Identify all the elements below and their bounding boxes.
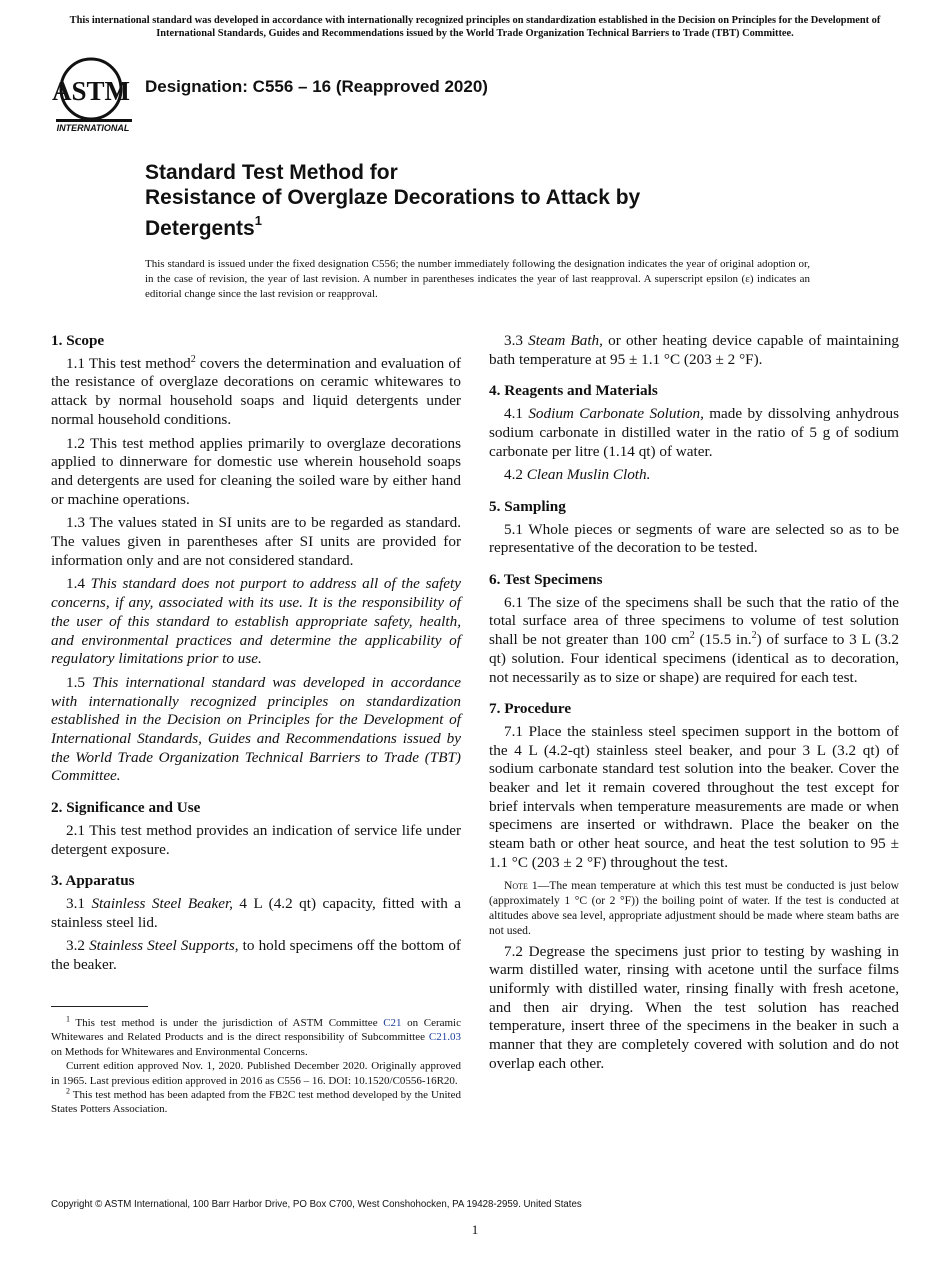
paragraph-1-3: 1.3 The values stated in SI units are to be regarded as standard. The values given in parentheses after SI units are provided for information only and are not considered standard.: [51, 514, 461, 569]
title-line-3: Detergents: [145, 217, 255, 240]
section-apparatus: [51, 872, 461, 975]
section-scope: [51, 332, 461, 786]
title-line-2: Resistance of Overglaze Decorations to Attack by: [145, 186, 641, 209]
paragraph-3-1: 3.1 Stainless Steel Beaker, 4 L (4.2 qt) capacity, fitted with a stainless steel lid.: [51, 894, 461, 931]
footnote-1: $^1$ This test method is under the jurisdiction of ASTM Committee C21 on Ceramic Whitewares and Related Products and is the direct responsibility of Subcommittee C21.03 on Methods for Whitewares and Environmental Concerns.: [51, 1014, 461, 1058]
paragraph-1-4: 1.4 This standard does not purport to address all of the safety concerns, if any, associated with its use. It is the responsibility of the user of this standard to establish appropriate safety, health, and environmental practices and determine the applicability of regulatory limitations prior to use.: [51, 575, 462, 668]
footnotes: [51, 1016, 461, 1117]
section-specimens: [489, 571, 899, 687]
section-heading: 5. Sampling: [489, 497, 566, 515]
copyright: Copyright © ASTM International, 100 Barr Harbor Drive, PO Box C700, West Conshohocken, PA 19428-2959. United States: [51, 1199, 582, 1210]
astm-logo-icon: [52, 56, 134, 134]
section-reagents: [489, 382, 899, 485]
page-number: 1: [471, 1222, 479, 1237]
section-procedure: [489, 700, 899, 1073]
paragraph-2-1: 2.1 This test method provides an indication of service life under detergent exposure.: [51, 821, 461, 858]
footnote-2: $^2$ This test method has been adapted from the FB2C test method developed by the United States Potters Association.: [51, 1086, 461, 1116]
section-heading: 2. Significance and Use: [51, 799, 201, 817]
section-heading: 4. Reagents and Materials: [489, 382, 658, 400]
paragraph-3-2: 3.2 Stainless Steel Supports, to hold specimens off the bottom of the beaker.: [51, 937, 461, 974]
subcommittee-link[interactable]: C21.03: [428, 1031, 461, 1044]
logo-mark: ASTM: [52, 76, 131, 106]
section-significance: [51, 799, 461, 859]
astm-logo: [52, 56, 134, 134]
footnote-edition: Current edition approved Nov. 1, 2020. Published December 2020. Originally approved in 1965. Last previous edition approved in 2016 as C556 – 16. DOI: 10.1520/C0556-16R20.: [51, 1060, 461, 1087]
section-heading: 7. Procedure: [489, 700, 572, 718]
right-column: [489, 332, 899, 1087]
paragraph-4-1: 4.1 Sodium Carbonate Solution, made by dissolving anhydrous sodium carbonate in distilled water in the ratio of 5 g of sodium carbonate per litre (1.14 qt) of water.: [489, 405, 900, 460]
section-heading: 1. Scope: [51, 332, 105, 349]
paragraph-1-1: 1.1 This test method$^2$ covers the determination and evaluation of the resistance of overglaze decorations on ceramic whitewares to attack by normal household soaps and liquid detergents under normal household conditions.: [51, 353, 461, 428]
standardization-notice: This international standard was developed in accordance with internationally recognized principles on standardization established in the Decision on Principles for the Development of International Standards, Guides and Recommendations issued by the World Trade Organization Technical Barriers to Trade (TBT) Committee.: [69, 15, 881, 39]
section-sampling: [489, 498, 899, 558]
paragraph-7-2: 7.2 Degrease the specimens just prior to testing by washing in warm distilled water, rinsing with acetone until the surface films uniformly with distilled water, rinsing finally with fresh acetone, and then air drying. When the test solution has reached temperature, insert three of the specimens in the beaker in such a manner that they are completely covered with solution and do not overlap each other.: [489, 942, 899, 1072]
committee-link[interactable]: C21: [383, 1017, 402, 1029]
left-column: [51, 332, 461, 988]
designation: Designation: C556 – 16 (Reapproved 2020): [145, 77, 488, 96]
paragraph-3-3: 3.3 Steam Bath, or other heating device capable of maintaining bath temperature at 95 ± 1.1 °C (203 ± 2 °F).: [489, 332, 899, 368]
section-heading: 3. Apparatus: [51, 872, 135, 890]
title-line-1: Standard Test Method for: [145, 161, 398, 184]
footnote-divider: [51, 1006, 148, 1007]
section-heading: 6. Test Specimens: [489, 571, 603, 589]
paragraph-4-2: 4.2 Clean Muslin Cloth.: [504, 466, 651, 484]
paragraph-5-1: 5.1 Whole pieces or segments of ware are selected so as to be representative of the decoration to be tested.: [489, 520, 899, 557]
paragraph-7-1: 7.1 Place the stainless steel specimen support in the bottom of the 4 L (4.2-qt) stainless steel beaker, and pour 3 L (3.2 qt) of sodium carbonate standard test solution into the beaker. Cover the beaker and let it remain covered throughout the test except for brief intervals when temperature measurements are made or when specimens are inserted or withdrawn. Place the beaker on the steam bath or other heat source, and heat the test solution to 95 ± 1.1 °C (203 ± 2 °F) throughout the test.: [489, 722, 899, 871]
paragraph-1-2: 1.2 This test method applies primarily to overglaze decorations applied to dinnerware for domestic use wherein household soaps and detergents are used for cleaning the soiled ware by either hand or machine operations.: [51, 434, 461, 508]
logo-subtitle: INTERNATIONAL: [56, 123, 130, 133]
section-apparatus-continued: [489, 332, 899, 369]
issuance-statement: This standard is issued under the fixed designation C556; the number immediately following the designation indicates the year of original adoption or, in the case of revision, the year of last revision. A number in parentheses indicates the year of last reapproval. A superscript epsilon (ε) indicates an editorial change since the last revision or reapproval.: [145, 258, 810, 300]
paragraph-1-5: 1.5 This international standard was developed in accordance with internationally recognized principles on standardization established in the Decision on Principles for the Development of International Standards, Guides and Recommendations issued by the World Trade Organization Technical Barriers to Trade (TBT) Committee.: [51, 673, 462, 785]
note-1: Note 1—The mean temperature at which this test must be conducted is just below (approximately 1 °C (or 2 °F)) the boiling point of water. If the test is conducted at altitudes above sea level, appropriate adjustment should be made where steam baths are not used.: [489, 878, 899, 937]
paragraph-6-1: 6.1 The size of the specimens shall be such that the ratio of the total surface area of three specimens to volume of test solution shall be not greater than 100 $cm^2$ (15.5 in.$^2$) of surface to 3 L (3.2 qt) solution. Four identical specimens (identical as to decoration, not necessarily as to size or shape) are required for each test.: [489, 593, 900, 686]
title-footnote-mark: 1: [254, 213, 262, 228]
document-title: [145, 160, 845, 241]
